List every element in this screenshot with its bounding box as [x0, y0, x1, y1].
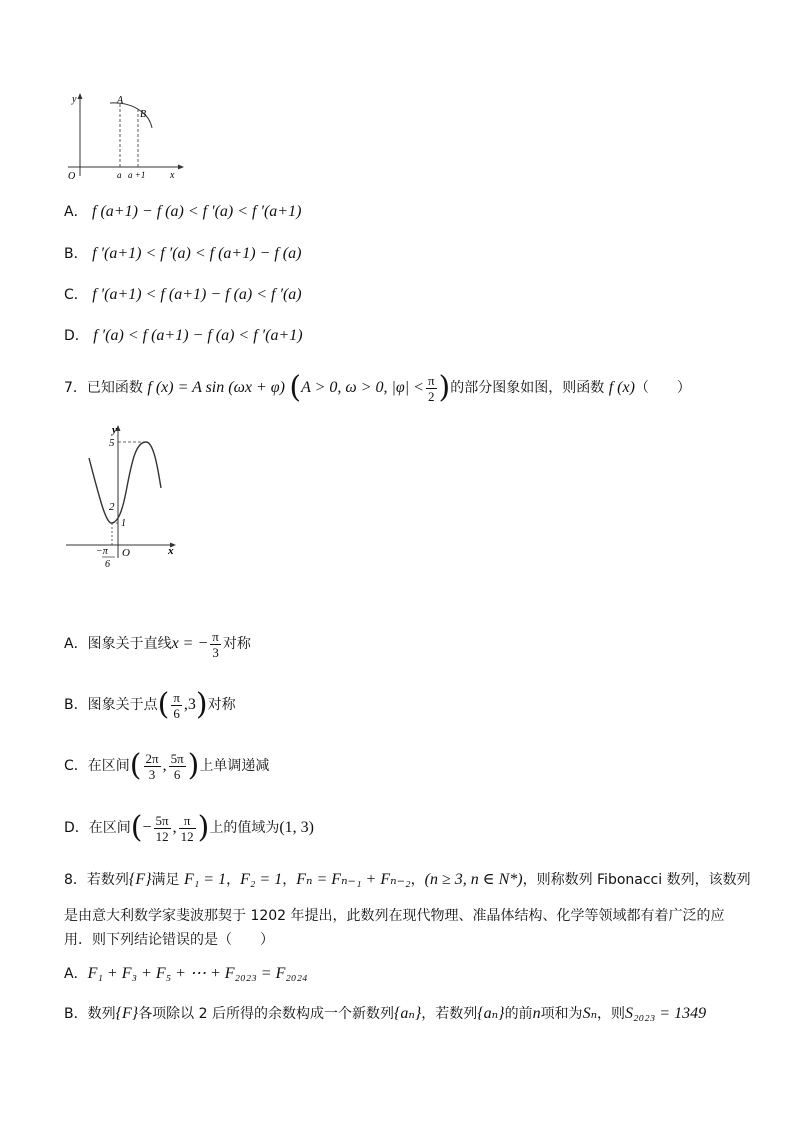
x-axis-arrow: [178, 165, 184, 170]
q6-option-b[interactable]: B． f ′(a+1) < f ′(a) < f (a+1) − f (a): [64, 245, 302, 262]
label-2: 2: [109, 501, 115, 513]
q6-option-c[interactable]: C． f ′(a+1) < f (a+1) − f (a) < f ′(a): [64, 286, 302, 303]
sine-curve: [89, 442, 161, 523]
q7-option-b[interactable]: B．图象关于点( $\frac{\pi}{6}$ ,3)对称: [64, 687, 236, 722]
point-b-label: B: [140, 109, 147, 120]
figure-curve-ab: [60, 90, 190, 182]
x-label: x: [168, 545, 174, 557]
q7-frac: $\frac{\pi}{2}$: [427, 372, 435, 404]
q7-option-d[interactable]: D．在区间(− $\frac{5\pi}{12}$ , $\frac{\pi}{12}$ )上的值域为(1, 3): [64, 810, 314, 845]
q7-option-c[interactable]: C．在区间( $\frac{2\pi}{3}$ , $\frac{5\pi}{6}$ )上单调递减: [64, 748, 270, 783]
q8-stem-line3: 用．则下列结论错误的是（ ）: [64, 932, 274, 948]
origin-label: O: [122, 547, 130, 559]
y-axis-arrow: [78, 93, 83, 99]
y-label: y: [72, 94, 77, 105]
label-5: 5: [109, 437, 115, 449]
figure-sine-graph: [62, 420, 184, 572]
q6-option-d[interactable]: D． f ′(a) < f (a+1) − f (a) < f ′(a+1): [64, 327, 303, 344]
q6-option-a[interactable]: A． f (a+1) − f (a) < f ′(a) < f ′(a+1): [64, 203, 302, 220]
label-1: 1: [121, 518, 126, 529]
q7-stem: 7．已知函数 f (x) = A sin (ωx + φ) (A > 0, ω > 0, |φ| < $\frac{\pi}{2}$ )的部分图象如图，则函数 f (x)（ ）: [64, 370, 691, 405]
tick-a1: a +1: [128, 170, 146, 180]
q8-stem-line2: 是由意大利数学家斐波那契于 1202 年提出，此数列在现代物理、准晶体结构、化学等领域都有着广泛的应: [64, 908, 725, 924]
x-label: x: [170, 170, 175, 181]
tick-den: 6: [105, 559, 110, 570]
origin-label: O: [68, 171, 76, 182]
q7-option-a[interactable]: A．图象关于直线x = − $\frac{\pi}{3}$ 对称: [64, 628, 251, 660]
point-a-label: A: [117, 95, 124, 106]
tick-num: −π: [96, 546, 108, 557]
q8-stem-line1: 8．若数列{F}满足 F₁ = 1，F₂ = 1，Fₙ = Fₙ₋₁ + Fₙ₋₂，(n ≥ 3, n ∈ N*)，则称数列 Fibonacci 数列，该数列: [64, 871, 751, 888]
q8-option-a[interactable]: A．F₁ + F₃ + F₅ + ⋯ + F₂₀₂₃ = F₂₀₂₄: [64, 965, 308, 982]
q8-option-b[interactable]: B．数列{F}各项除以 2 后所得的余数构成一个新数列{aₙ}，若数列{aₙ}的前n项和为Sₙ，则S₂₀₂₃ = 1349: [64, 1005, 707, 1022]
tick-a: a: [117, 170, 122, 180]
y-label: y: [112, 424, 117, 436]
